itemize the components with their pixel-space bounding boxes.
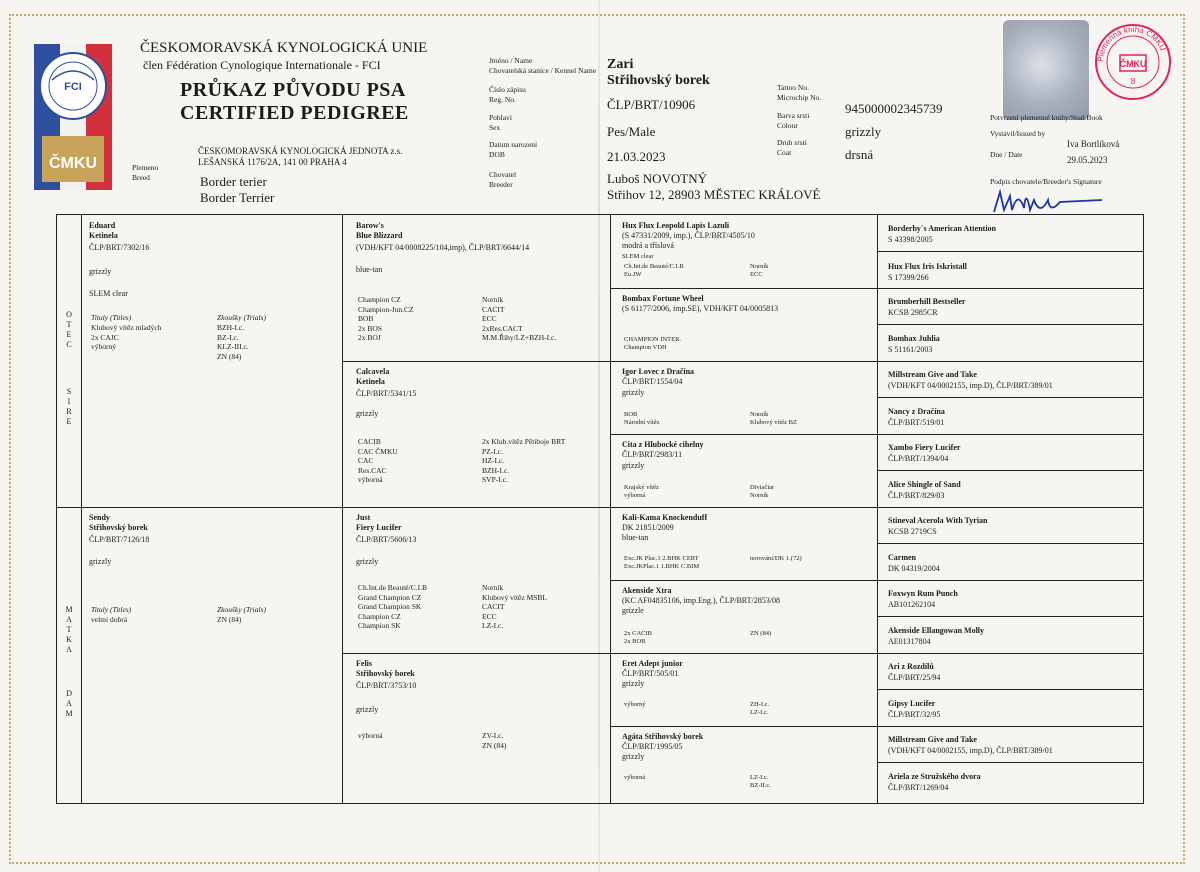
gen4-name: Carmen xyxy=(888,553,916,562)
gen3-name: Akenside Xtra xyxy=(622,586,672,595)
gen4-reg: ČLP/BRT/32/95 xyxy=(888,710,941,719)
logo-fci-text: FCI xyxy=(64,81,82,93)
reg-label: Číslo zápisu Reg. No. xyxy=(489,85,526,104)
gen3-titles-right: ZH-I.c. LZ-I.c. xyxy=(750,701,770,716)
tattoo-label: Tattoo No. Microchip No. xyxy=(777,83,822,102)
gen2-ss-line1: Barow's xyxy=(356,221,384,230)
gen2-ds-reg: ČLP/BRT/5606/13 xyxy=(356,535,417,544)
gen4-name: Brumberhill Bestseller xyxy=(888,297,966,306)
gen3-colour: grizzly xyxy=(622,461,645,470)
side-label-sire-en xyxy=(63,387,75,427)
gen4-name: Gipsy Lucifer xyxy=(888,699,936,708)
side-label-text: D A M xyxy=(65,689,73,718)
gen4-reg: S 17399/266 xyxy=(888,273,929,282)
fci-cmku-logo xyxy=(34,44,112,190)
gen1-sire-colour: grizzly xyxy=(89,267,112,276)
studbook-stamp xyxy=(1093,22,1173,102)
gen2-sd-reg: ČLP/BRT/5341/15 xyxy=(356,389,417,398)
side-label-sire-cz xyxy=(63,310,75,350)
org-member: člen Fédération Cynologique Internationale - FCI xyxy=(143,58,381,72)
gen3-reg: (S 61177/2006, imp.SE), VDH/KFT 04/0005813 xyxy=(622,304,779,313)
stamp-text: Plemenná kniha ČMKU xyxy=(1095,24,1168,63)
gen3-reg: ČLP/BRT/505/01 xyxy=(622,669,679,678)
divider xyxy=(610,215,611,803)
gen2-ds-line2: Fiery Lucifer xyxy=(356,523,402,532)
gen1-dam-cell xyxy=(89,513,337,793)
gen2-sd-line2: Ketinela xyxy=(356,377,385,386)
svg-text:Plemenná kniha ČMKU xyxy=(1096,25,1168,62)
divider xyxy=(610,434,1143,435)
gen3-name: Hux Flux Leopold Lapis Lazuli xyxy=(622,221,730,230)
side-label-text: S I R E xyxy=(66,387,72,426)
divider xyxy=(877,689,1143,690)
kennel-name: Střihovský borek xyxy=(607,73,710,88)
divider xyxy=(877,397,1143,398)
divider xyxy=(877,215,878,803)
sex-value: Pes/Male xyxy=(607,124,656,139)
gen4-reg: KCSB 2985CR xyxy=(888,308,938,317)
colour-label: Barva srsti Colour xyxy=(777,111,810,130)
gen2-sd-titles-left: CACIB CAC ČMKU CAC Res.CAC výborná xyxy=(358,437,398,484)
gen4-reg: (VDH/KFT 04/0002155, imp.D), ČLP/BRT/389/01 xyxy=(888,746,1053,755)
stamp-logo: ČMKU xyxy=(1119,59,1147,69)
gen1-dam-line1: Sendy xyxy=(89,513,110,522)
gen3-reg: (S 47331/2009, imp.), ČLP/BRT/4505/10 xyxy=(622,231,755,240)
gen2-sd-line1: Calcavela xyxy=(356,367,390,376)
gen3-name: Igor Lovec z Dračína xyxy=(622,367,695,376)
studbook-label: Potvrzení plemenné knihy/Stud Book xyxy=(990,113,1103,122)
issued-label: Vystavil/Issued by xyxy=(990,129,1046,138)
stamp-number: 8 xyxy=(1130,77,1136,86)
divider xyxy=(342,215,343,803)
gen3-titles-right: LZ-I.c. BZ-II.c. xyxy=(750,774,771,789)
gen3-colour: grizzly xyxy=(622,752,645,761)
gen4-reg: ČLP/BRT/1394/04 xyxy=(888,454,949,463)
gen1-sire-trials-label: Zkoušky (Trials) xyxy=(217,313,266,322)
gen3-titles-left: CHAMPION INTER. Champion VDH xyxy=(624,336,682,351)
gen4-reg: ČLP/BRT/25/94 xyxy=(888,673,941,682)
gen4-name: Stineval Acerola With Tyrian xyxy=(888,516,988,525)
gen3-titles-left: Ch.Int.de Beauté/C.I.B Eu.JW xyxy=(624,263,684,278)
gen3-colour: modrá a tříslová xyxy=(622,241,674,250)
gen3-colour: blue-tan xyxy=(622,533,649,542)
gen4-name: Millstream Give and Take xyxy=(888,735,977,744)
reg-number: ČLP/BRT/10906 xyxy=(607,97,696,112)
divider xyxy=(342,361,1143,362)
hologram-seal xyxy=(1003,20,1089,120)
gen3-name: Kali-Kama Knockenduff xyxy=(622,513,708,522)
gen1-dam-colour: grizzly xyxy=(89,557,112,566)
club-address: LEŠANSKÁ 1176/2A, 141 00 PRAHA 4 xyxy=(198,157,347,167)
divider xyxy=(610,580,1143,581)
gen4-reg: S 43398/2005 xyxy=(888,235,933,244)
breeder-name: Luboš NOVOTNÝ xyxy=(607,171,708,186)
pedigree-table xyxy=(56,214,1144,804)
gen4-name: Ariela ze Stružského dvora xyxy=(888,772,981,781)
coat-value: drsná xyxy=(845,147,874,162)
date-label: Dne / Date xyxy=(990,150,1023,159)
gen2-dd-colour: grizzly xyxy=(356,705,379,714)
gen2-ss-line2: Blue Blizzard xyxy=(356,231,403,240)
breed-value-en: Border Terrier xyxy=(200,190,275,205)
gen1-sire-reg: ČLP/BRT/7302/16 xyxy=(89,243,150,252)
gen1-sire-titles: Klubový vítěz mladých 2x CAJC výborný xyxy=(91,323,162,351)
gen4-name: Borderby`s American Attention xyxy=(888,224,996,233)
gen4-reg: ČLP/BRT/829/03 xyxy=(888,491,945,500)
dog-name: Zari xyxy=(607,57,634,72)
gen3-titles-right: Norník ECC xyxy=(750,263,769,278)
dob-label: Datum narození DOB xyxy=(489,140,538,159)
gen3-extra: SLEM clear xyxy=(622,253,654,260)
gen3-titles-right: norování/DK 1.(72) xyxy=(750,555,802,562)
gen1-dam-line2: Střihovský borek xyxy=(89,523,148,532)
gen3-name: Cita z Hlubocké cihelny xyxy=(622,440,704,449)
gen2-ss-titles-right: Norník CACIT ECC 2xRes.CACT M.M.Řihy/LZ+BZH-I.c. xyxy=(482,295,557,342)
gen2-dd-line2: Střihovský borek xyxy=(356,669,415,678)
gen4-name: Foxwyn Rum Punch xyxy=(888,589,958,598)
coat-label: Druh srsti Coat xyxy=(777,138,807,157)
colour-value: grizzly xyxy=(845,124,882,139)
gen3-name: Eret Adept junior xyxy=(622,659,683,668)
gen2-ss-reg: (VDH/KFT 04/0008225/104,imp), ČLP/BRT/6644/14 xyxy=(356,243,530,252)
breed-label: Plemeno Breed xyxy=(132,163,159,182)
gen4-name: Nancy z Dračína xyxy=(888,407,945,416)
sex-label: Pohlaví Sex xyxy=(489,113,512,132)
gen4-name: Xambo Fiery Lucifer xyxy=(888,443,961,452)
gen2-ds-line1: Just xyxy=(356,513,371,522)
divider xyxy=(877,616,1143,617)
gen3-reg: ČLP/BRT/1554/04 xyxy=(622,377,683,386)
gen3-titles-left: Exc.JK Plac.1 2.BHK CERT Exc.JKPlac.1 1.BHK C.BIM xyxy=(624,555,700,570)
gen1-sire-cell xyxy=(89,221,337,501)
gen3-reg: ČLP/BRT/1995/05 xyxy=(622,742,683,751)
gen4-reg: ČLP/BRT/1269/04 xyxy=(888,783,949,792)
gen4-name: Ari z Rozdílů xyxy=(888,662,934,671)
issued-value: Iva Bortlíková xyxy=(1067,139,1120,149)
gen3-reg: DK 21851/2009 xyxy=(622,523,674,532)
gen1-sire-line2: Ketinela xyxy=(89,231,118,240)
gen4-reg: KCSB 2719CS xyxy=(888,527,937,536)
divider xyxy=(877,324,1143,325)
divider xyxy=(81,215,82,803)
gen3-titles-right: ZN (84) xyxy=(750,630,772,637)
microchip-value: 945000002345739 xyxy=(845,101,943,116)
gen3-reg: (KC AF04835106, imp.Eng.), ČLP/BRT/2853/08 xyxy=(622,596,780,605)
gen1-dam-titles: velmi dobrá xyxy=(91,615,128,624)
gen3-reg: ČLP/BRT/2983/11 xyxy=(622,450,683,459)
logo-cmku-text: ČMKU xyxy=(49,155,97,172)
side-label-text: M A T K A xyxy=(65,605,73,654)
gen3-colour: grizzly xyxy=(622,679,645,688)
gen3-titles-right: Diviačiar Norník xyxy=(750,484,775,499)
divider xyxy=(610,726,1143,727)
gen1-sire-trials: BZH-I.c. BZ-I.c. KLZ-III.c. ZN (84) xyxy=(217,323,249,361)
gen2-ss-colour: blue-tan xyxy=(356,265,383,274)
gen2-ss-titles-left: Champion CZ Champion-Jun.CZ BOB 2x BOS 2x BOJ xyxy=(358,295,414,342)
name-label: Jméno / Name Chovatelská stanice / Kennel Name xyxy=(489,56,597,75)
divider xyxy=(877,470,1143,471)
gen4-reg: AB101262104 xyxy=(888,600,936,609)
divider xyxy=(342,653,1143,654)
side-label-text: O T E C xyxy=(66,310,72,349)
divider xyxy=(877,251,1143,252)
side-label-dam-en xyxy=(63,689,75,719)
breeder-address: Střihov 12, 28903 MĚSTEC KRÁLOVÉ xyxy=(607,187,821,202)
divider xyxy=(877,762,1143,763)
breed-value-cz: Border terier xyxy=(200,174,267,189)
gen3-titles-left: výborná xyxy=(624,774,646,781)
gen4-reg: DK 04319/2004 xyxy=(888,564,940,573)
gen1-dam-reg: ČLP/BRT/7126/18 xyxy=(89,535,150,544)
gen1-sire-line1: Eduard xyxy=(89,221,116,230)
gen4-name: Bombax Juhlia xyxy=(888,334,940,343)
gen4-reg: AE01317804 xyxy=(888,637,931,646)
org-name: ČESKOMORAVSKÁ KYNOLOGICKÁ UNIE xyxy=(140,40,428,56)
gen3-titles-left: 2x CACIB 2x BOB xyxy=(624,630,652,645)
gen3-titles-left: BOB Národní vítěz xyxy=(624,411,660,426)
breeder-label: Chovatel Breeder xyxy=(489,170,517,189)
gen1-dam-titles-label: Tituly (Titles) xyxy=(91,605,132,614)
gen4-name: Hux Flux Iris Iskristall xyxy=(888,262,967,271)
gen4-name: Alice Shingle of Sand xyxy=(888,480,961,489)
gen1-sire-health: SLEM clear xyxy=(89,289,128,298)
club-name: ČESKOMORAVSKÁ KYNOLOGICKÁ JEDNOTA z.s. xyxy=(198,146,403,156)
divider xyxy=(610,288,1143,289)
gen2-dd-reg: ČLP/BRT/3753/10 xyxy=(356,681,417,690)
gen2-ds-titles-left: Ch.Int.de Beauté/C.I.B Grand Champion CZ Grand Champion SK Champion CZ Champion SK xyxy=(358,583,427,630)
gen3-colour: grizzly xyxy=(622,388,645,397)
gen1-sire-titles-label: Tituly (Titles) xyxy=(91,313,132,322)
side-label-dam-cz xyxy=(63,605,75,655)
gen3-titles-right: Norník Klubový vítěz BZ xyxy=(750,411,797,426)
date-value: 29.05.2023 xyxy=(1067,155,1108,165)
gen3-name: Agáta Střihovský borek xyxy=(622,732,704,741)
gen1-dam-trials-label: Zkoušky (Trials) xyxy=(217,605,266,614)
gen2-dd-titles-left: výborná xyxy=(358,731,383,740)
gen3-colour: grizzle xyxy=(622,606,644,615)
gen4-name: Millstream Give and Take xyxy=(888,370,977,379)
gen4-reg: (VDH/KFT 04/0002155, imp.D), ČLP/BRT/389/01 xyxy=(888,381,1053,390)
gen3-name: Bombax Fortune Wheel xyxy=(622,294,704,303)
divider xyxy=(57,507,1143,508)
gen2-sd-colour: grizzly xyxy=(356,409,379,418)
signature-label: Podpis chovatele/Breeder's Signature xyxy=(990,177,1102,186)
gen2-ds-colour: grizzly xyxy=(356,557,379,566)
gen2-dd-titles-right: ZV-I.c. ZN (84) xyxy=(482,731,507,750)
gen2-sd-titles-right: 2x Klub.vítěz Pětiboje BRT PZ-I.c. HZ-I.c. BZH-I.c. SVP-I.c. xyxy=(482,437,566,484)
gen3-titles-left: výborný xyxy=(624,701,646,708)
gen1-dam-trials: ZN (84) xyxy=(217,615,242,624)
dob-value: 21.03.2023 xyxy=(607,149,666,164)
doc-title: PRŮKAZ PŮVODU PSA xyxy=(180,79,406,101)
gen4-reg: S 51161/2003 xyxy=(888,345,933,354)
gen4-name: Akenside Ellangowan Molly xyxy=(888,626,985,635)
gen3-titles-left: Krajský vítěz výborná xyxy=(624,484,659,499)
gen2-dd-line1: Felis xyxy=(356,659,372,668)
divider xyxy=(877,543,1143,544)
gen2-ds-titles-right: Norník Klubový vítěz MSBL CACIT ECC LZ-I.c. xyxy=(482,583,547,630)
gen4-reg: ČLP/BRT/519/01 xyxy=(888,418,945,427)
doc-title-en: CERTIFIED PEDIGREE xyxy=(180,102,409,124)
